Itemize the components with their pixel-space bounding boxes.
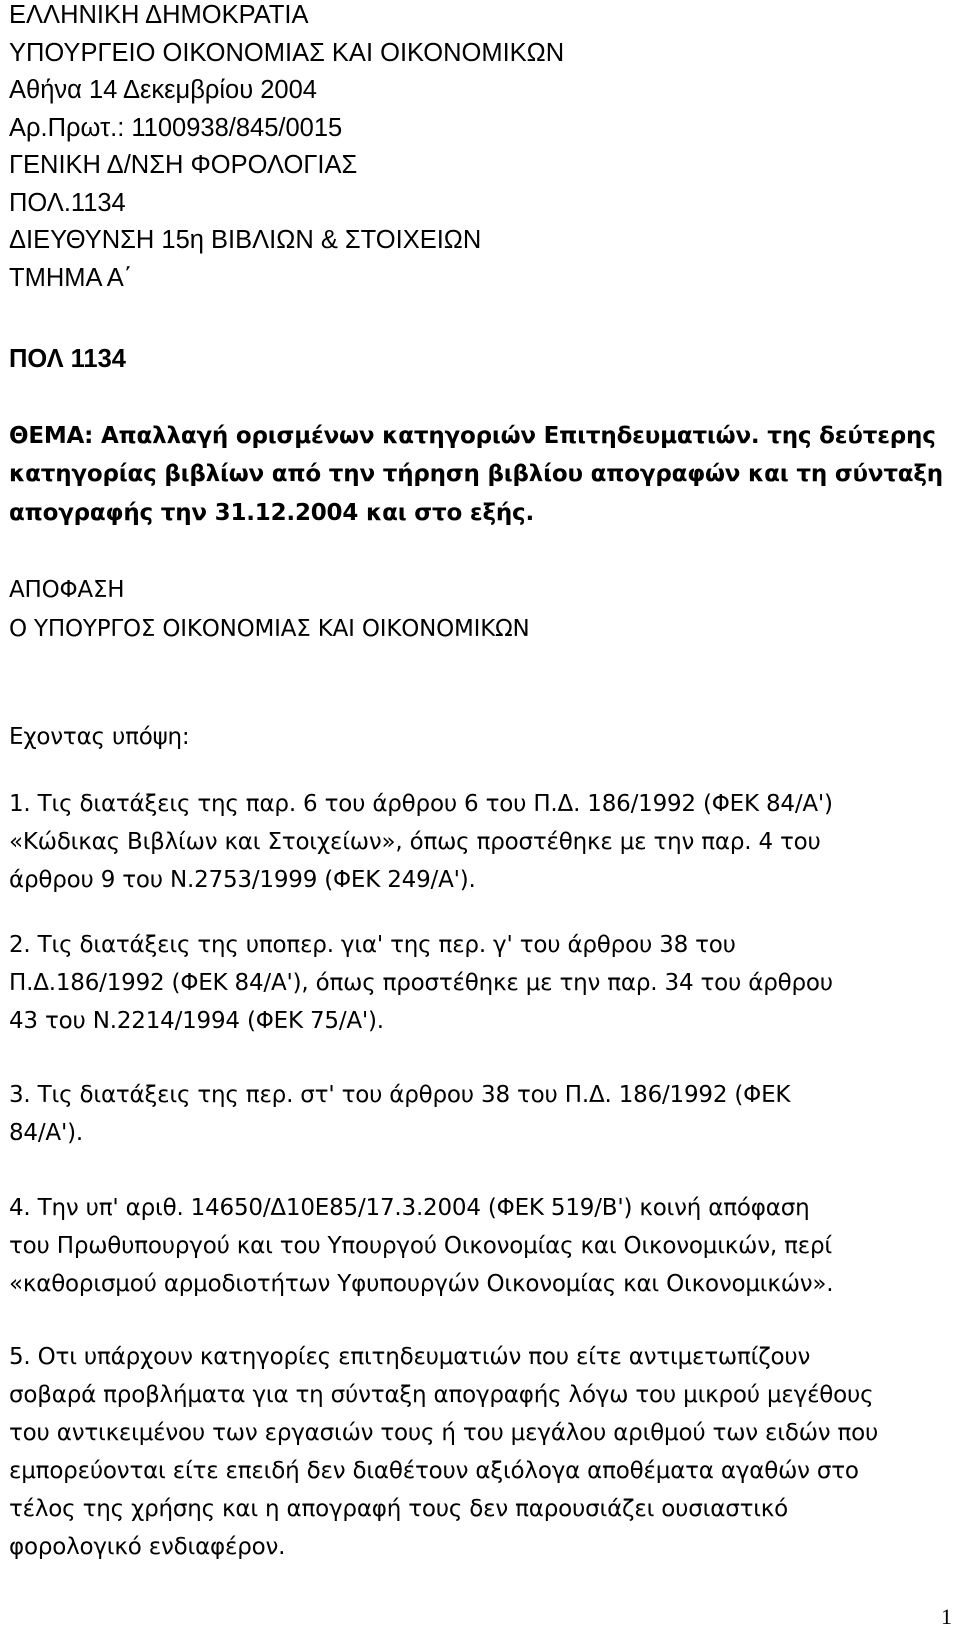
subject-line: κατηγορίας βιβλίων από την τήρηση βιβλίου απογραφών και τη σύνταξη: [9, 461, 943, 487]
header-line: Αθήνα 14 Δεκεμβρίου 2004: [9, 76, 317, 104]
item-line: 84/Α').: [9, 1120, 83, 1146]
item-line: «Κώδικας Βιβλίων και Στοιχείων», όπως προστέθηκε με την παρ. 4 του: [9, 829, 821, 855]
header-line: ΔΙΕΥΘΥΝΣΗ 15η ΒΙΒΛΙΩΝ & ΣΤΟΙΧΕΙΩΝ: [9, 226, 482, 254]
pol-number: ΠΟΛ 1134: [9, 345, 126, 373]
subject-line: απογραφής την 31.12.2004 και στο εξής.: [9, 500, 535, 526]
item-line: «καθορισμού αρμοδιοτήτων Υφυπουργών Οικονομίας και Οικονομικών».: [9, 1271, 834, 1297]
header-line: ΤΜΗΜΑ Α΄: [9, 264, 133, 292]
item-line: φορολογικό ενδιαφέρον.: [9, 1534, 286, 1560]
header-line: ΓΕΝΙΚΗ Δ/ΝΣΗ ΦΟΡΟΛΟΓΙΑΣ: [9, 151, 358, 179]
item-line: 2. Τις διατάξεις της υποπερ. για' της περ. γ' του άρθρου 38 του: [9, 932, 736, 958]
decision-title: ΑΠΟΦΑΣΗ: [9, 577, 125, 603]
header-line: ΕΛΛΗΝΙΚΗ ΔΗΜΟΚΡΑΤΙΑ: [9, 1, 309, 29]
item-line: άρθρου 9 του Ν.2753/1999 (ΦΕΚ 249/Α').: [9, 867, 476, 893]
item-line: Π.Δ.186/1992 (ΦΕΚ 84/Α'), όπως προστέθηκε με την παρ. 34 του άρθρου: [9, 970, 833, 996]
item-line: του αντικειμένου των εργασιών τους ή του μεγάλου αριθμού των ειδών που: [9, 1420, 879, 1446]
decision-preamble: Εχοντας υπόψη:: [9, 724, 190, 750]
item-line: 43 του Ν.2214/1994 (ΦΕΚ 75/Α').: [9, 1008, 384, 1034]
subject-line: ΘΕΜΑ: Απαλλαγή ορισμένων κατηγοριών Επιτηδευματιών. της δεύτερης: [9, 423, 936, 449]
item-line: 5. Οτι υπάρχουν κατηγορίες επιτηδευματιών που είτε αντιμετωπίζουν: [9, 1344, 811, 1370]
item-line: σοβαρά προβλήματα για τη σύνταξη απογραφής λόγω του μικρού μεγέθους: [9, 1382, 874, 1408]
header-line: ΥΠΟΥΡΓΕΙΟ ΟΙΚΟΝΟΜΙΑΣ ΚΑΙ ΟΙΚΟΝΟΜΙΚΩΝ: [9, 39, 565, 67]
header-line: Αρ.Πρωτ.: 1100938/845/0015: [9, 114, 343, 142]
item-line: 4. Την υπ' αριθ. 14650/Δ10Ε85/17.3.2004 (ΦΕΚ 519/Β') κοινή απόφαση: [9, 1195, 810, 1221]
item-line: του Πρωθυπουργού και του Υπουργού Οικονομίας και Οικονομικών, περί: [9, 1233, 832, 1259]
item-line: 3. Τις διατάξεις της περ. στ' του άρθρου 38 του Π.Δ. 186/1992 (ΦΕΚ: [9, 1082, 791, 1108]
page-number: 1: [941, 1604, 952, 1629]
item-line: τέλος της χρήσης και η απογραφή τους δεν παρουσιάζει ουσιαστικό: [9, 1496, 789, 1522]
header-line: ΠΟΛ.1134: [9, 189, 126, 217]
item-line: εμπορεύονται είτε επειδή δεν διαθέτουν αξιόλογα αποθέματα αγαθών στο: [9, 1458, 859, 1484]
item-line: 1. Τις διατάξεις της παρ. 6 του άρθρου 6 του Π.Δ. 186/1992 (ΦΕΚ 84/Α'): [9, 791, 833, 817]
decision-issuer: Ο ΥΠΟΥΡΓΟΣ ΟΙΚΟΝΟΜΙΑΣ ΚΑΙ ΟΙΚΟΝΟΜΙΚΩΝ: [9, 616, 530, 642]
